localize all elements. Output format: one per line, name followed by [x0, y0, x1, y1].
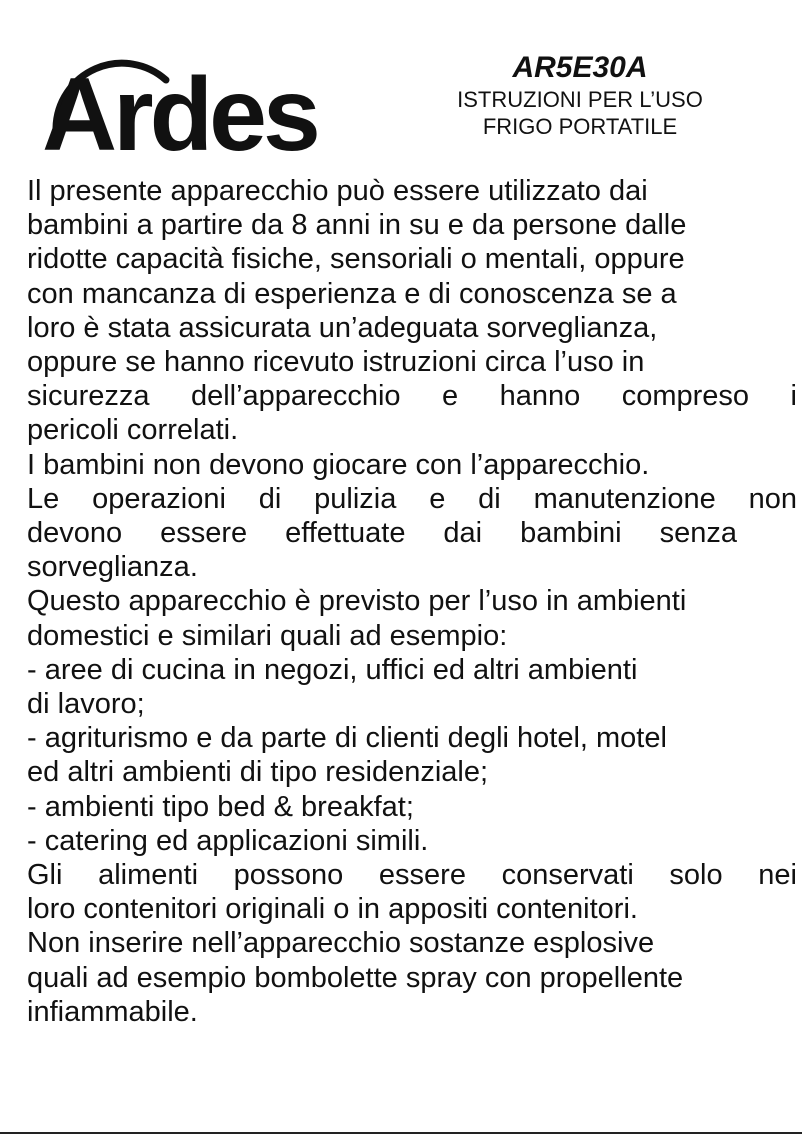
- text-line: di lavoro;: [27, 688, 145, 721]
- document-title: ISTRUZIONI PER L’USO: [457, 87, 703, 112]
- text-line: Le operazioni di pulizia e di manutenzione non: [27, 482, 797, 515]
- text-line: devono essere effettuate dai bambini senza: [27, 517, 737, 550]
- text-line: bambini a partire da 8 anni in su e da persone dalle: [27, 209, 687, 242]
- text-line: sicurezza dell’apparecchio e hanno compreso i: [27, 380, 797, 413]
- text-line: loro contenitori originali o in appositi contenitori.: [27, 893, 638, 926]
- text-line: quali ad esempio bombolette spray con propellente: [27, 961, 684, 994]
- text-line: Gli alimenti possono essere conservati solo nei: [27, 859, 797, 892]
- text-line: sorveglianza.: [27, 551, 198, 584]
- text-line: oppure se hanno ricevuto istruzioni circa l’uso in: [27, 346, 645, 379]
- header-info: [420, 50, 740, 140]
- text-line: - aree di cucina in negozi, uffici ed altri ambienti: [27, 653, 638, 686]
- product-name: FRIGO PORTATILE: [482, 114, 678, 139]
- text-line: - ambienti tipo bed & breakfat;: [27, 790, 414, 823]
- text-line: pericoli correlati.: [27, 414, 239, 447]
- text-line: Questo apparecchio è previsto per l’uso in ambienti: [27, 585, 687, 618]
- text-line: ed altri ambienti di tipo residenziale;: [27, 756, 489, 789]
- safety-text: [27, 174, 802, 1029]
- text-line: ridotte capacità fisiche, sensoriali o mentali, oppure: [27, 243, 685, 276]
- text-line: con mancanza di esperienza e di conoscenza se a: [27, 277, 677, 310]
- svg-text:Ardes: Ardes: [42, 57, 317, 164]
- model-number: AR5E30A: [512, 51, 648, 84]
- text-line: loro è stata assicurata un’adeguata sorveglianza,: [27, 311, 658, 344]
- text-line: - agriturismo e da parte di clienti degli hotel, motel: [27, 722, 667, 755]
- page-bottom-rule: [0, 1132, 802, 1134]
- text-line: Non inserire nell’apparecchio sostanze esplosive: [27, 927, 655, 960]
- text-line: infiammabile.: [27, 995, 198, 1028]
- text-line: I bambini non devono giocare con l’apparecchio.: [27, 448, 650, 481]
- text-line: - catering ed applicazioni simili.: [27, 824, 429, 857]
- text-line: domestici e similari quali ad esempio:: [27, 619, 508, 652]
- ardes-logo: [28, 28, 358, 164]
- text-line: Il presente apparecchio può essere utilizzato dai: [27, 175, 648, 207]
